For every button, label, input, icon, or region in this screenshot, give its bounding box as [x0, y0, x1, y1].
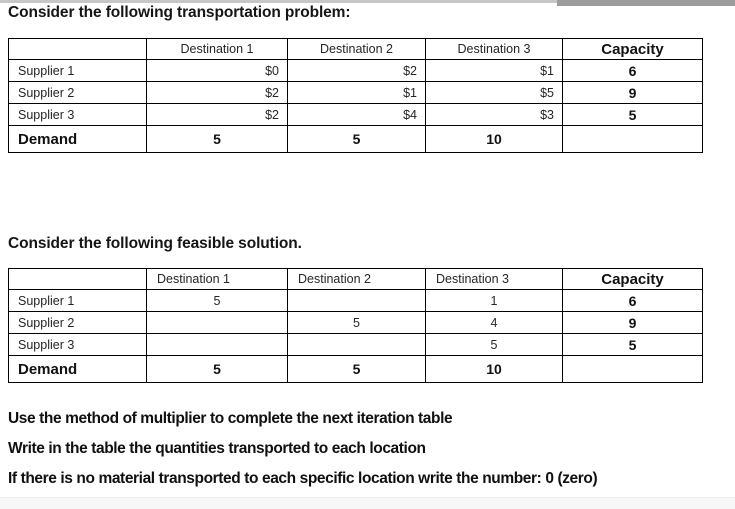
empty-cell	[563, 126, 703, 153]
demand-cell: 5	[288, 126, 426, 153]
column-header-capacity: Capacity	[563, 39, 703, 60]
corner-cell	[9, 269, 147, 290]
corner-cell	[9, 39, 147, 60]
demand-cell: 5	[147, 356, 288, 383]
bottom-band	[0, 497, 735, 509]
solution-title: Consider the following feasible solution.	[8, 235, 302, 252]
instruction-line-3: If there is no material transported to each specific location write the number: 0 (zero)	[8, 470, 598, 487]
row-label-supplier-3: Supplier 3	[9, 334, 147, 356]
solution-table-header-row	[9, 269, 703, 290]
empty-cell	[563, 356, 703, 383]
demand-cell: 10	[426, 356, 563, 383]
cost-cell: $1	[288, 82, 426, 104]
quantity-cell: 1	[426, 290, 563, 312]
capacity-cell: 6	[563, 60, 703, 82]
demand-cell: 5	[288, 356, 426, 383]
table-row	[9, 334, 703, 356]
quantity-cell: 5	[288, 312, 426, 334]
demand-row	[9, 126, 703, 153]
cost-table	[8, 38, 703, 153]
cost-cell: $3	[426, 104, 563, 126]
cost-cell: $1	[426, 60, 563, 82]
table-row	[9, 312, 703, 334]
instructions-block	[8, 409, 728, 499]
column-header-destination-2: Destination 2	[288, 39, 426, 60]
capacity-cell: 5	[563, 334, 703, 356]
quantity-cell	[147, 334, 288, 356]
demand-row	[9, 356, 703, 383]
cost-cell: $4	[288, 104, 426, 126]
top-border-strip-dark-segment	[557, 0, 735, 6]
instruction-line-2: Write in the table the quantities transported to each location	[8, 440, 426, 457]
column-header-destination-3: Destination 3	[426, 269, 563, 290]
column-header-destination-1: Destination 1	[147, 269, 288, 290]
demand-cell: 10	[426, 126, 563, 153]
quantity-cell: 5	[147, 290, 288, 312]
row-label-demand: Demand	[9, 356, 147, 383]
cost-cell: $2	[288, 60, 426, 82]
demand-cell: 5	[147, 126, 288, 153]
capacity-cell: 9	[563, 82, 703, 104]
row-label-supplier-2: Supplier 2	[9, 82, 147, 104]
instruction-line-1: Use the method of multiplier to complete the next iteration table	[8, 410, 453, 427]
row-label-supplier-1: Supplier 1	[9, 290, 147, 312]
column-header-destination-3: Destination 3	[426, 39, 563, 60]
quantity-cell	[288, 290, 426, 312]
cost-cell: $5	[426, 82, 563, 104]
cost-cell: $2	[147, 82, 288, 104]
capacity-cell: 5	[563, 104, 703, 126]
table-row	[9, 82, 703, 104]
row-label-demand: Demand	[9, 126, 147, 153]
cost-cell: $2	[147, 104, 288, 126]
column-header-destination-1: Destination 1	[147, 39, 288, 60]
column-header-destination-2: Destination 2	[288, 269, 426, 290]
quantity-cell: 5	[426, 334, 563, 356]
capacity-cell: 6	[563, 290, 703, 312]
problem-title: Consider the following transportation problem:	[8, 4, 351, 21]
cost-table-header-row	[9, 39, 703, 60]
capacity-cell: 9	[563, 312, 703, 334]
row-label-supplier-1: Supplier 1	[9, 60, 147, 82]
solution-table	[8, 268, 703, 383]
row-label-supplier-2: Supplier 2	[9, 312, 147, 334]
table-row	[9, 290, 703, 312]
table-row	[9, 60, 703, 82]
quantity-cell: 4	[426, 312, 563, 334]
row-label-supplier-3: Supplier 3	[9, 104, 147, 126]
cost-cell: $0	[147, 60, 288, 82]
column-header-capacity: Capacity	[563, 269, 703, 290]
quantity-cell	[288, 334, 426, 356]
table-row	[9, 104, 703, 126]
quantity-cell	[147, 312, 288, 334]
